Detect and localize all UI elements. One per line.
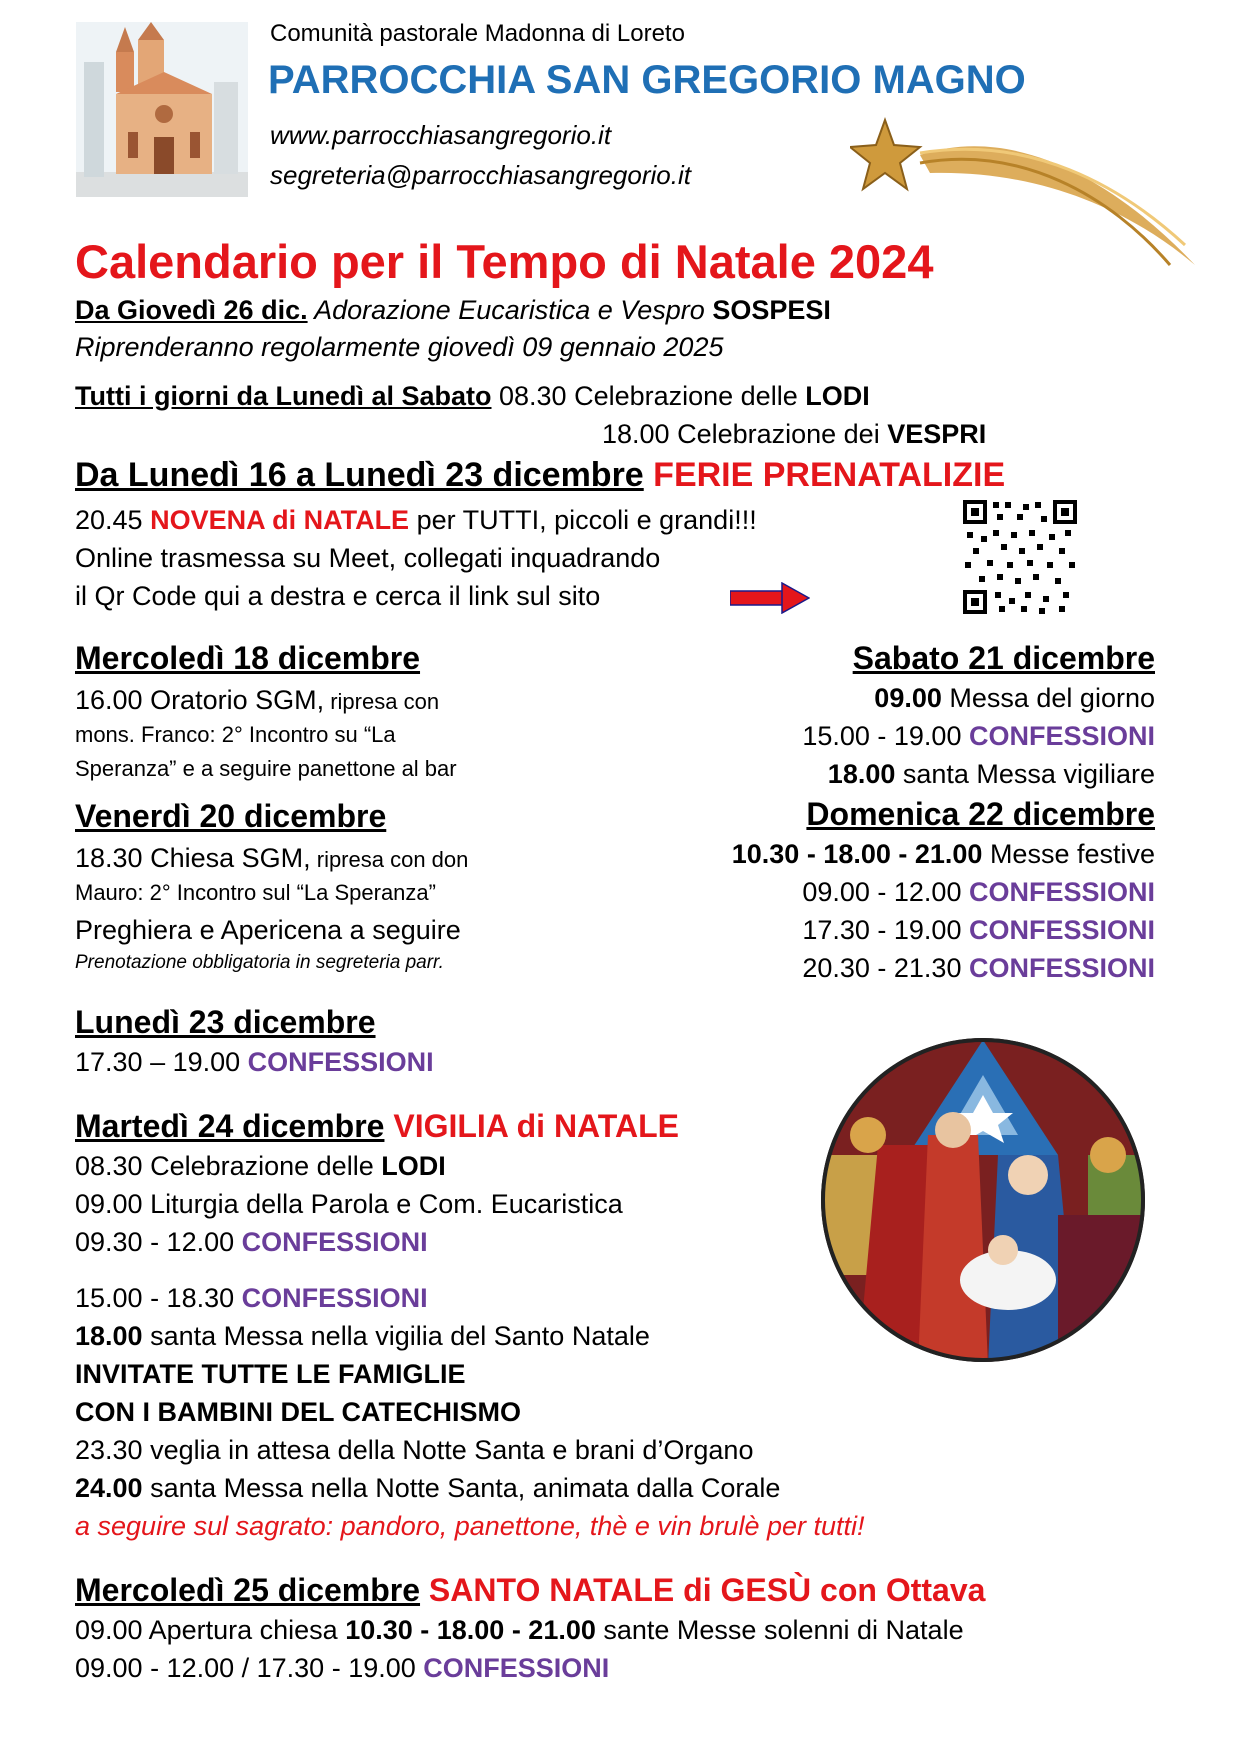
tue24-line-8: 23.30 veglia in attesa della Notte Santa e brani d’Organo: [75, 1435, 754, 1465]
novena-line-3: il Qr Code qui a destra e cerca il link sul sito: [75, 581, 601, 611]
sun22-l4a: 20.30 - 21.30: [802, 953, 969, 983]
tue24-line-3: [75, 1224, 428, 1261]
website-link[interactable]: www.parrocchiasangregorio.it: [270, 120, 612, 150]
novena-rest: per TUTTI, piccoli e grandi!!!: [409, 505, 757, 535]
daily-vespri: VESPRI: [887, 419, 987, 449]
daily-lodi-time: 08.30 Celebrazione delle: [491, 381, 806, 411]
sun22-l2a: 09.00 - 12.00: [802, 877, 969, 907]
sun22-confessions-3: CONFESSIONI: [968, 953, 1155, 983]
sun22-line-4: [802, 950, 1155, 987]
wed25-l1b: 10.30 - 18.00 - 21.00: [345, 1615, 596, 1645]
tue24-l9a: 24.00: [75, 1473, 143, 1503]
sat21-line-3: [828, 756, 1155, 793]
tue24-heading-date: Martedì 24 dicembre: [75, 1108, 385, 1144]
tue24-line-10: a seguire sul sagrato: pandoro, panettone, thè e vin brulè per tutti!: [75, 1511, 865, 1541]
tue24-confessions-2: CONFESSIONI: [241, 1283, 428, 1313]
sun22-l1a: 10.30 - 18.00 - 21.00: [731, 839, 983, 869]
daily-lodi: LODI: [805, 381, 870, 411]
tue24-line-1: [75, 1148, 446, 1185]
mon23-heading: Lunedì 23 dicembre: [75, 1004, 376, 1040]
novena-heading-tag: FERIE PRENATALIZIE: [643, 456, 1006, 494]
sat21-l3b: santa Messa vigiliare: [895, 759, 1155, 789]
wed18-line-1: [75, 682, 439, 720]
notice-status: SOSPESI: [712, 295, 831, 325]
community-name: Comunità pastorale Madonna di Loreto: [270, 20, 685, 47]
tue24-l5b: santa Messa nella vigilia del Santo Natale: [142, 1321, 650, 1351]
sat21-line-2: [802, 718, 1155, 755]
sun22-confessions-1: CONFESSIONI: [968, 877, 1155, 907]
sun22-confessions-2: CONFESSIONI: [968, 915, 1155, 945]
sat21-l2a: 15.00 - 19.00: [802, 721, 969, 751]
fri20-l1a: 18.30 Chiesa SGM,: [75, 843, 311, 873]
sun22-heading: Domenica 22 dicembre: [806, 796, 1155, 832]
fri20-heading: Venerdì 20 dicembre: [75, 798, 387, 834]
sun22-line-3: [802, 912, 1155, 949]
sat21-confessions: CONFESSIONI: [968, 721, 1155, 751]
tue24-l5a: 18.00: [75, 1321, 143, 1351]
nativity-stained-glass: [818, 1035, 1148, 1365]
notice-text: Adorazione Eucaristica e Vespro: [307, 295, 713, 325]
parish-name: PARROCCHIA SAN GREGORIO MAGNO: [268, 58, 1026, 102]
tue24-confessions-1: CONFESSIONI: [241, 1227, 428, 1257]
tue24-line-2: 09.00 Liturgia della Parola e Com. Eucaristica: [75, 1189, 623, 1219]
wed18-line-3: Speranza” e a seguire panettone al bar: [75, 756, 457, 781]
novena-line-2: Online trasmessa su Meet, collegati inquadrando: [75, 543, 661, 573]
daily-line-2: [602, 416, 986, 453]
tue24-heading: [75, 1108, 679, 1145]
fri20-line-4: Prenotazione obbligatoria in segreteria parr.: [75, 952, 444, 973]
notice-resume: Riprenderanno regolarmente giovedì 09 gennaio 2025: [75, 332, 724, 362]
tue24-l1a: 08.30 Celebrazione delle: [75, 1151, 382, 1181]
tue24-line-6: INVITATE TUTTE LE FAMIGLIE: [75, 1359, 466, 1389]
fri20-line-1: [75, 840, 468, 878]
wed18-l1a: 16.00 Oratorio SGM,: [75, 685, 325, 715]
mon23-confessions: CONFESSIONI: [247, 1047, 434, 1077]
wed18-line-2: mons. Franco: 2° Incontro su “La: [75, 722, 396, 747]
notice-from: Da Giovedì 26 dic.: [75, 295, 308, 325]
daily-vespri-time: 18.00 Celebrazione dei: [602, 419, 888, 449]
tue24-l1b: LODI: [381, 1151, 446, 1181]
sun22-line-2: [802, 874, 1155, 911]
fri20-line-3: Preghiera e Apericena a seguire: [75, 915, 461, 945]
church-illustration: [76, 22, 248, 197]
sat21-l1a: 09.00: [874, 683, 942, 713]
novena-time: 20.45: [75, 505, 151, 535]
notice-line: [75, 292, 831, 329]
novena-name: NOVENA di NATALE: [150, 505, 410, 535]
tue24-line-5: [75, 1318, 650, 1355]
wed25-confessions: CONFESSIONI: [423, 1653, 610, 1683]
daily-line-1: [75, 378, 870, 415]
wed25-line-2: [75, 1650, 609, 1687]
sun22-l1b: Messe festive: [982, 839, 1155, 869]
tue24-line-7: CON I BAMBINI DEL CATECHISMO: [75, 1397, 522, 1427]
wed25-line-1: [75, 1612, 964, 1649]
wed25-l1a: 09.00 Apertura chiesa: [75, 1615, 346, 1645]
sat21-heading: Sabato 21 dicembre: [852, 640, 1155, 676]
novena-line-1: [75, 502, 757, 539]
wed25-l1c: sante Messe solenni di Natale: [595, 1615, 964, 1645]
fri20-l1b: ripresa con don: [310, 847, 469, 872]
sat21-l3a: 18.00: [827, 759, 896, 789]
page-title: Calendario per il Tempo di Natale 2024: [75, 235, 934, 288]
sun22-l3a: 17.30 - 19.00: [802, 915, 969, 945]
tue24-l3a: 09.30 - 12.00: [75, 1227, 242, 1257]
sat21-l1b: Messa del giorno: [941, 683, 1155, 713]
tue24-l4a: 15.00 - 18.30: [75, 1283, 242, 1313]
novena-heading-date: Da Lunedì 16 a Lunedì 23 dicembre: [75, 456, 644, 494]
arrow-right-icon: [730, 582, 810, 619]
wed25-heading: [75, 1572, 985, 1609]
tue24-line-9: [75, 1470, 780, 1507]
wed25-heading-date: Mercoledì 25 dicembre: [75, 1572, 421, 1608]
wed18-heading: Mercoledì 18 dicembre: [75, 640, 421, 676]
email-link[interactable]: segreteria@parrocchiasangregorio.it: [270, 160, 691, 190]
mon23-l1a: 17.30 – 19.00: [75, 1047, 248, 1077]
qr-code[interactable]: [963, 500, 1077, 614]
daily-label: Tutti i giorni da Lunedì al Sabato: [75, 381, 492, 411]
fri20-line-2: Mauro: 2° Incontro sul “La Speranza”: [75, 880, 436, 905]
mon23-line-1: [75, 1044, 434, 1081]
tue24-heading-tag: VIGILIA di NATALE: [384, 1108, 679, 1144]
wed25-l2a: 09.00 - 12.00 / 17.30 - 19.00: [75, 1653, 424, 1683]
tue24-l9b: santa Messa nella Notte Santa, animata dalla Corale: [142, 1473, 781, 1503]
sun22-line-1: [732, 836, 1155, 873]
wed18-l1b: ripresa con: [324, 689, 440, 714]
novena-heading: [75, 456, 1005, 495]
sat21-line-1: [874, 680, 1155, 717]
wed25-heading-tag: SANTO NATALE di GESÙ con Ottava: [420, 1572, 986, 1608]
tue24-line-4: [75, 1280, 428, 1317]
